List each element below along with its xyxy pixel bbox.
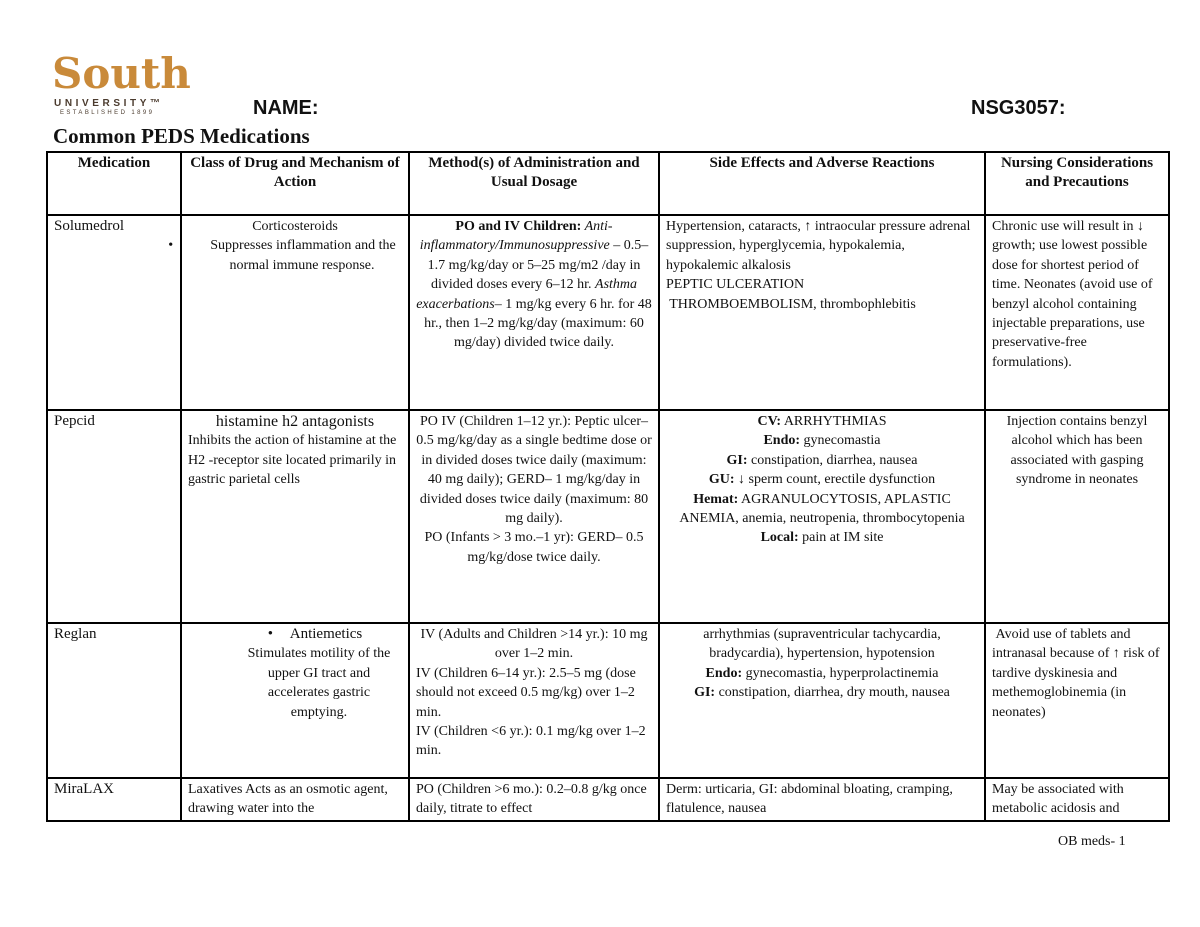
side-effect-line	[666, 431, 978, 450]
nursing-cell	[985, 215, 1169, 410]
nursing-cell	[985, 623, 1169, 778]
side-effect-line	[666, 490, 978, 529]
side-effect-line	[666, 664, 978, 683]
drug-class: Antiemetics	[289, 626, 363, 642]
mechanism-text: Stimulates motility of the upper GI tract and accelerates gastric emptying.	[247, 646, 391, 720]
column-header-nursing: Nursing Considerations and Precautions	[985, 152, 1169, 215]
side-effect-label: GU:	[708, 472, 735, 488]
side-effect-text: gynecomastia, hyperprolactinemia	[742, 665, 939, 681]
table-row	[47, 215, 1169, 410]
logo-university: UNIVERSITY™	[54, 98, 164, 109]
logo-established: ESTABLISHED 1899	[60, 110, 155, 116]
mechanism-text: Inhibits the action of histamine at the H2 -receptor site located primarily in gastric parietal cells	[188, 433, 397, 488]
side-effect-text: Derm: urticaria, GI: abdominal bloating, cramping, flatulence, nausea	[666, 782, 953, 817]
side-effect-line	[666, 683, 978, 702]
mechanism-text: Suppresses inflammation and the normal immune response.	[210, 238, 396, 273]
logo-wordmark: South	[52, 49, 191, 98]
side-effect-text: gynecomastia	[800, 433, 881, 449]
medication-name: Solumedrol	[54, 218, 124, 234]
class-cell	[181, 410, 409, 623]
course-label: NSG3057:	[971, 97, 1066, 119]
page-title: Common PEDS Medications	[53, 124, 310, 148]
side-effect-label: Endo:	[705, 665, 743, 681]
dosage-cell	[409, 410, 659, 623]
medication-cell	[47, 215, 181, 410]
medication-name: MiraLAX	[54, 781, 114, 797]
dosage-cell	[409, 778, 659, 821]
medications-table	[46, 151, 1170, 822]
medication-cell	[47, 623, 181, 778]
dosage-line: IV (Children 6–14 yr.): 2.5–5 mg (dose should not exceed 0.5 mg/kg) over 1–2 min.	[416, 665, 636, 720]
dosage-line: IV (Adults and Children >14 yr.): 10 mg over 1–2 min.	[420, 627, 648, 662]
dosage-text: PO (Children >6 mo.): 0.2–0.8 g/kg once daily, titrate to effect	[416, 782, 647, 817]
dosage-line: PO IV (Children 1–12 yr.): Peptic ulcer– 0.5 mg/kg/day as a single bedtime dose or in divided doses twice daily (maximum: 40 mg daily); GERD– 1 mg/kg/day in divided doses twice daily (maximum: 80 mg daily).	[416, 414, 652, 527]
dosage-route: PO and IV Children:	[455, 219, 582, 234]
table-row	[47, 778, 1169, 821]
side-effect-text: pain at IM site	[798, 530, 884, 546]
table-row	[47, 623, 1169, 778]
side-effect-label: GI:	[694, 685, 716, 701]
table-row	[47, 410, 1169, 623]
class-cell	[181, 778, 409, 821]
side-effect-line: PEPTIC ULCERATION	[666, 277, 805, 293]
dosage-line: PO (Infants > 3 mo.–1 yr): GERD– 0.5 mg/kg/dose twice daily.	[424, 530, 644, 565]
column-header-class: Class of Drug and Mechanism of Action	[181, 152, 409, 215]
mechanism-text: Laxatives Acts as an osmotic agent, drawing water into the	[188, 782, 388, 817]
column-header-administration: Method(s) of Administration and Usual Dosage	[409, 152, 659, 215]
side-effects-cell	[659, 778, 985, 821]
side-effect-text: ARRHYTHMIAS	[781, 414, 887, 429]
drug-class-bullet	[188, 625, 402, 644]
medication-name: Pepcid	[54, 413, 95, 429]
side-effect-label: CV:	[757, 414, 782, 429]
side-effect-line: arrhythmias (supraventricular tachycardia, bradycardia), hypertension, hypotension	[703, 627, 941, 662]
side-effect-label: GI:	[726, 452, 748, 468]
column-header-medication: Medication	[47, 152, 181, 215]
nursing-cell	[985, 778, 1169, 821]
dosage-text-2: – 1 mg/kg every 6 hr. for 48 hr., then 1–2 mg/kg/day (maximum: 60 mg/day) divided twice daily.	[424, 296, 652, 351]
class-cell	[168, 215, 409, 410]
nursing-text: May be associated with metabolic acidosis and	[992, 782, 1124, 817]
side-effect-text: AGRANULOCYTOSIS, APLASTIC ANEMIA, anemia, neutropenia, thrombocytopenia	[679, 491, 965, 527]
side-effects-cell	[659, 410, 985, 623]
column-header-side-effects: Side Effects and Adverse Reactions	[659, 152, 985, 215]
side-effect-text: constipation, diarrhea, nausea	[747, 452, 918, 468]
side-effect-line	[666, 528, 978, 547]
side-effect-text: constipation, diarrhea, dry mouth, nausea	[715, 685, 950, 701]
page-footer: OB meds- 1	[1058, 834, 1126, 849]
side-effect-label: Endo:	[763, 433, 801, 449]
side-effect-line	[666, 470, 978, 489]
drug-class: histamine h2 antagonists	[215, 413, 375, 430]
side-effect-line	[666, 451, 978, 470]
side-effects-cell	[659, 623, 985, 778]
nursing-text: Chronic use will result in ↓ growth; use lowest possible dose for shortest period of time. Neonates (avoid use of benzyl alcohol containing injectable preparations, use preservative-free formulations).	[992, 219, 1153, 370]
nursing-text: Injection contains benzyl alcohol which has been associated with gasping syndrome in neonates	[1006, 414, 1148, 488]
side-effect-text: ↓ sperm count, erectile dysfunction	[734, 472, 936, 488]
side-effect-line: Hypertension, cataracts, ↑ intraocular pressure adrenal suppression, hyperglycemia, hypokalemia, hypokalemic alkalosis	[666, 219, 971, 273]
side-effect-label: Hemat:	[693, 491, 739, 507]
bullet-icon: •	[267, 626, 274, 642]
medication-name: Reglan	[54, 626, 97, 642]
side-effect-label: Local:	[760, 530, 799, 546]
name-label: NAME:	[253, 97, 319, 119]
dosage-cell	[409, 215, 659, 410]
side-effect-line	[666, 412, 978, 431]
medication-cell	[47, 410, 181, 623]
dosage-line: IV (Children <6 yr.): 0.1 mg/kg over 1–2 min.	[416, 724, 646, 759]
nursing-cell	[985, 410, 1169, 623]
south-university-logo	[52, 49, 191, 116]
class-cell	[181, 623, 409, 778]
side-effects-cell	[659, 215, 985, 410]
dosage-text: – 0.5–1.7 mg/kg/day or 5–25 mg/m2 /day in divided doses every 6–12 hr.	[427, 238, 649, 293]
dosage-indication-2: Asthma exacerbations	[416, 277, 638, 312]
table-header-row	[47, 152, 1169, 215]
mechanism-bullet	[168, 236, 402, 275]
dosage-cell	[409, 623, 659, 778]
side-effect-line: THROMBOEMBOLISM, thrombophlebitis	[666, 296, 916, 312]
dosage-indication: Anti-inflammatory/Immunosuppressive	[419, 219, 613, 254]
bullet-icon: •	[168, 238, 174, 254]
drug-class: Corticosteroids	[252, 219, 338, 234]
medication-cell	[47, 778, 181, 821]
nursing-text: Avoid use of tablets and intranasal because of ↑ risk of tardive dyskinesia and methemoglobinemia (in neonates)	[992, 627, 1164, 720]
